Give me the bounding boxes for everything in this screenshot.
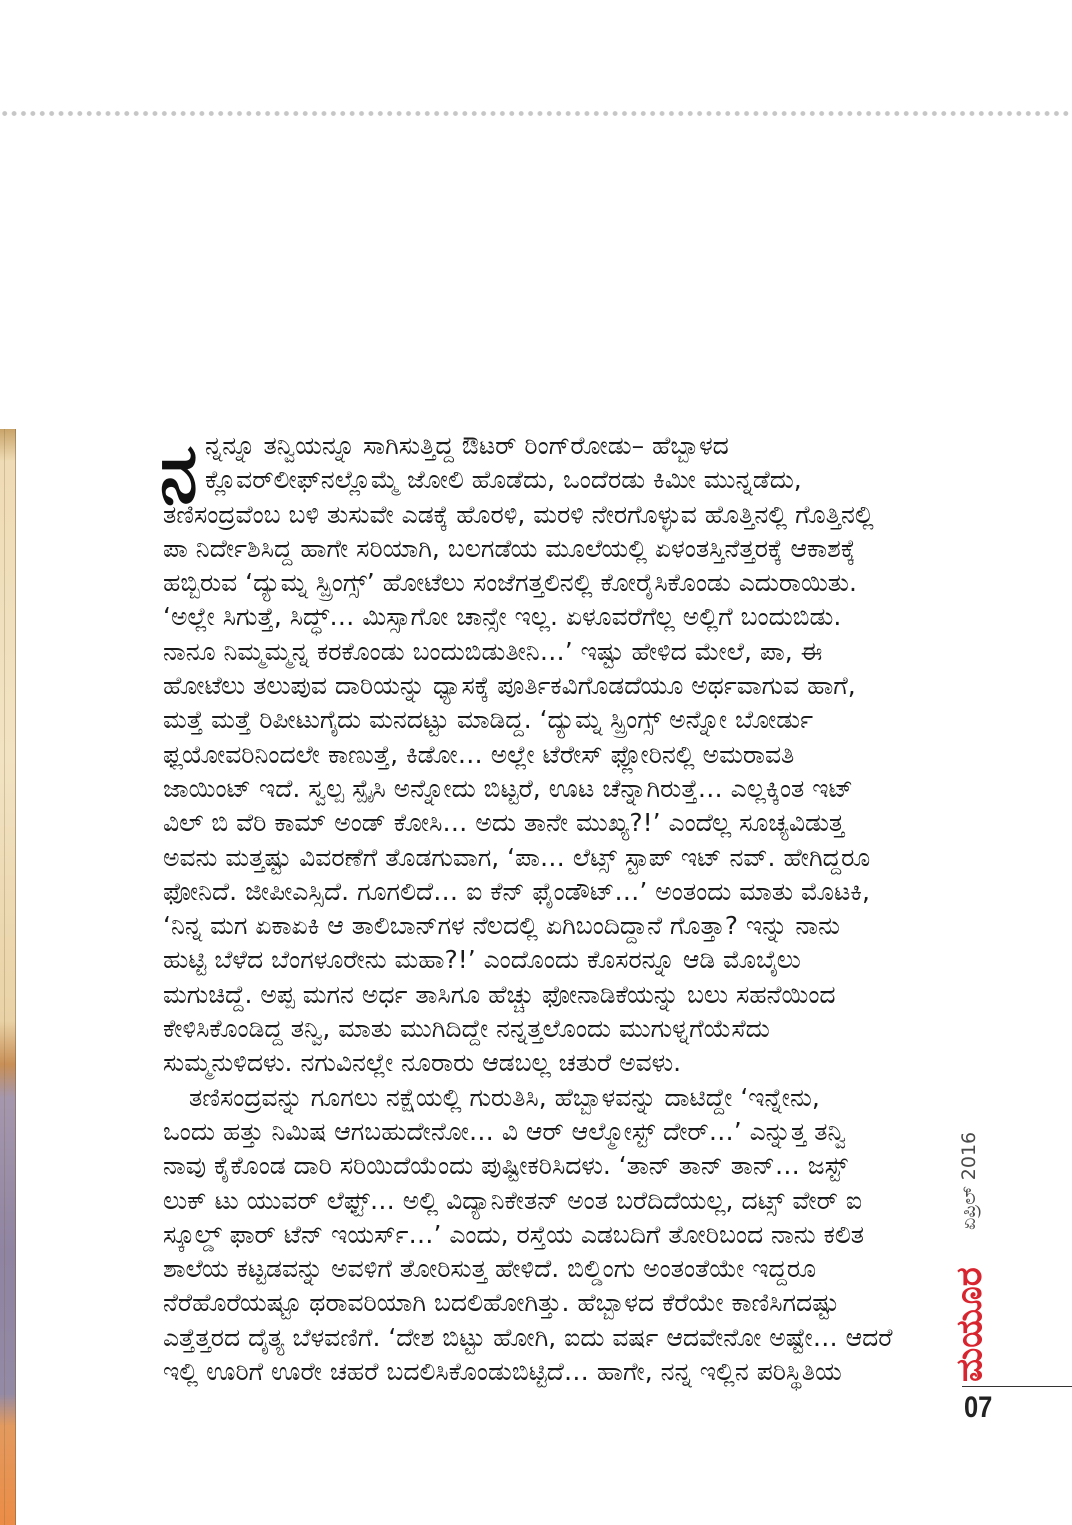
text-line: ಮಗುಚಿದ್ದೆ. ಅಪ್ಪ ಮಗನ ಅರ್ಧ ತಾಸಿಗೂ ಹೆಚ್ಚು ಫೋನಾಡಿಕೆಯನ್ನು ಬಲು ಸಹನೆಯಿಂದ <box>163 979 836 1009</box>
text-line: ಹುಟ್ಟಿ ಬೆಳೆದ ಬೆಂಗಳೂರೇನು ಮಹಾ?!’ ಎಂದೊಂದು ಕೊಸರನ್ನೂ ಆಡಿ ಮೊಬೈಲು <box>163 945 801 975</box>
text-line: ‘ನಿನ್ನ ಮಗ ಏಕಾಏಕಿ ಆ ತಾಲಿಬಾನ್‌ಗಳ ನೆಲದಲ್ಲಿ ಏಗಿಬಂದಿದ್ದಾನೆ ಗೊತ್ತಾ? ಇನ್ನು ನಾನು <box>163 911 840 941</box>
text-line: ಸುಮ್ಮನುಳಿದಳು. ನಗುವಿನಲ್ಲೇ ನೂರಾರು ಆಡಬಲ್ಲ ಚತುರೆ ಅವಳು. <box>163 1048 682 1078</box>
issue-date: ಏಪ್ರಿಲ್ 2016 <box>958 1131 980 1230</box>
text-line: ಲುಕ್ ಟು ಯುವರ್ ಲೆಫ್ಟ್… ಅಲ್ಲಿ ವಿದ್ಯಾನಿಕೇತನ್ ಅಂತ ಬರೆದಿದೆಯಲ್ಲ, ದಟ್ಸ್ ವೇರ್ ಐ <box>163 1185 863 1215</box>
text-line: ಶಾಲೆಯ ಕಟ್ಟಡವನ್ನು ಅವಳಿಗೆ ತೋರಿಸುತ್ತ ಹೇಳಿದೆ. ಬಿಲ್ಡಿಂಗು ಅಂತಂತೆಯೇ ಇದ್ದರೂ <box>163 1254 817 1284</box>
text-line: ತಣಿಸಂದ್ರವನ್ನು ಗೂಗಲು ನಕ್ಷೆಯಲ್ಲಿ ಗುರುತಿಸಿ, ಹೆಬ್ಬಾಳವನ್ನು ದಾಟಿದ್ದೇ ‘ಇನ್ನೇನು, <box>189 1082 820 1112</box>
text-line: ಅವನು ಮತ್ತಷ್ಟು ವಿವರಣೆಗೆ ತೊಡಗುವಾಗ, ‘ಪಾ… ಲೆಟ್ಸ್ ಸ್ಟಾಪ್ ಇಟ್ ನವ್. ಹೇಗಿದ್ದರೂ <box>163 842 871 872</box>
text-line: ನ್ನನ್ನೂ ತನ್ವಿಯನ್ನೂ ಸಾಗಿಸುತ್ತಿದ್ದ ಔಟರ್ ರಿಂಗ್‌ರೋಡು– ಹೆಬ್ಬಾಳದ <box>205 431 729 460</box>
magazine-name: ಮಯೂರ <box>949 1267 990 1382</box>
text-line: ಎತ್ತೆತ್ತರದ ದೈತ್ಯ ಬೆಳವಣಿಗೆ. ‘ದೇಶ ಬಿಟ್ಟು ಹೋಗಿ, ಐದು ವರ್ಷ ಆದವೇನೋ ಅಷ್ಟೇ… ಆದರೆ <box>163 1322 893 1352</box>
text-line: ಫ್ಲಯೋವರಿನಿಂದಲೇ ಕಾಣುತ್ತೆ, ಕಿಡೋ… ಅಲ್ಲೇ ಟೆರೇಸ್ ಫ್ಲೋರಿನಲ್ಲಿ ಅಮರಾವತಿ <box>163 739 795 769</box>
text-line: ತಣಿಸಂದ್ರವೆಂಬ ಬಳಿ ತುಸುವೇ ಎಡಕ್ಕೆ ಹೊರಳಿ, ಮರಳಿ ನೇರಗೊಳ್ಳುವ ಹೊತ್ತಿನಲ್ಲಿ ಗೊತ್ತಿನಲ್ಲಿ <box>163 499 874 529</box>
text-line: ಮತ್ತೆ ಮತ್ತೆ ರಿಪೀಟುಗೈದು ಮನದಟ್ಟು ಮಾಡಿದ್ದ. ‘ದ್ಯುಮ್ನ ಸ್ಪ್ರಿಂಗ್ಸ್ ಅನ್ನೋ ಬೋರ್ಡು <box>163 705 814 735</box>
text-line: ಒಂದು ಹತ್ತು ನಿಮಿಷ ಆಗಬಹುದೇನೋ… ವಿ ಆರ್ ಆಲ್ಮೋಸ್ಟ್ ದೇರ್…’ ಎನ್ನುತ್ತ ತನ್ವಿ <box>163 1116 846 1146</box>
text-line: ಪಾ ನಿರ್ದೇಶಿಸಿದ್ದ ಹಾಗೇ ಸರಿಯಾಗಿ, ಬಲಗಡೆಯ ಮೂಲೆಯಲ್ಲಿ ಏಳಂತಸ್ತಿನೆತ್ತರಕ್ಕೆ ಆಕಾಶಕ್ಕೆ <box>163 533 856 563</box>
drop-cap: ನ <box>160 424 198 522</box>
text-line: ಸ್ಕೂಲ್ಡ್ ಫಾರ್ ಟೆನ್ ಇಯರ್ಸ್…’ ಎಂದು, ರಸ್ತೆಯ ಎಡಬದಿಗೆ ತೋರಿಬಂದ ನಾನು ಕಲಿತ <box>163 1219 864 1249</box>
footer-rule <box>962 1386 1072 1387</box>
text-line: ನಾವು ಕೈಕೊಂಡ ದಾರಿ ಸರಿಯಿದೆಯೆಂದು ಪುಷ್ಟೀಕರಿಸಿದಳು. ‘ತಾನ್ ತಾನ್ ತಾನ್… ಜಸ್ಟ್ <box>163 1151 848 1181</box>
text-line: ವಿಲ್ ಬಿ ವೆರಿ ಕಾಮ್ ಅಂಡ್ ಕೋಸಿ… ಅದು ತಾನೇ ಮುಖ್ಯ?!’ ಎಂದೆಲ್ಲ ಸೂಚ್ಯವಿಡುತ್ತ <box>163 808 845 838</box>
text-line: ಇಲ್ಲಿ ಊರಿಗೆ ಊರೇ ಚಹರೆ ಬದಲಿಸಿಕೊಂಡುಬಿಟ್ಟಿದೆ… ಹಾಗೇ, ನನ್ನ ಇಲ್ಲಿನ ಪರಿಸ್ಥಿತಿಯ <box>163 1357 842 1387</box>
dotted-divider <box>0 110 1072 117</box>
text-line: ಕೇಳಿಸಿಕೊಂಡಿದ್ದ ತನ್ವಿ, ಮಾತು ಮುಗಿದಿದ್ದೇ ನನ್ನತ್ತಲೊಂದು ಮುಗುಳ್ನಗೆಯೆಸೆದು <box>163 1014 770 1044</box>
text-line: ಜಾಯಿಂಟ್ ಇದೆ. ಸ್ವಲ್ಪ ಸ್ಪೈಸಿ ಅನ್ನೋದು ಬಿಟ್ಟರೆ, ಊಟ ಚೆನ್ನಾಗಿರುತ್ತೆ… ಎಲ್ಲಕ್ಕಿಂತ ಇಟ್ <box>163 773 853 803</box>
text-line: ಹಬ್ಬಿರುವ ‘ದ್ಯುಮ್ನ ಸ್ಪ್ರಿಂಗ್ಸ್’ ಹೋಟೆಲು ಸಂಜೆಗತ್ತಲಿನಲ್ಲಿ ಕೋರೈಸಿಕೊಂಡು ಎದುರಾಯಿತು. <box>163 568 857 598</box>
text-line: ಕ್ಲೊವರ್‌ಲೀಫ್‌ನಲ್ಲೊಮ್ಮೆ ಜೋಲಿ ಹೊಡೆದು, ಒಂದೆರಡು ಕಿಮೀ ಮುನ್ನಡೆದು, <box>205 465 802 495</box>
text-line: ಹೋಟೆಲು ತಲುಪುವ ದಾರಿಯನ್ನು ಧ್ಯಾಸಕ್ಕೆ ಪೂರ್ತಿಕವಿಗೊಡದೆಯೂ ಅರ್ಥವಾಗುವ ಹಾಗೆ, <box>163 671 856 701</box>
illustration-edge <box>0 429 16 1525</box>
text-line: ನೆರೆಹೊರೆಯಷ್ಟೂ ಥರಾವರಿಯಾಗಿ ಬದಲಿಹೋಗಿತ್ತು. ಹೆಬ್ಬಾಳದ ಕೆರೆಯೇ ಕಾಣಿಸಿಗದಷ್ಟು <box>163 1288 839 1318</box>
page-number: 07 <box>964 1391 993 1424</box>
article-body <box>160 424 910 1389</box>
text-line: ಫೋನಿದೆ. ಜೀಪೀಎಸ್ಸಿದೆ. ಗೂಗಲಿದೆ… ಐ ಕೆನ್ ಫೈಂಡೌಟ್…’ ಅಂತಂದು ಮಾತು ಮೊಟಕಿ, <box>163 876 870 906</box>
text-line: ‘ಅಲ್ಲೇ ಸಿಗುತ್ತೆ, ಸಿದ್ಧ್… ಮಿಸ್ಸಾಗೋ ಚಾನ್ಸೇ ಇಲ್ಲ. ಏಳೂವರೆಗೆಲ್ಲ ಅಲ್ಲಿಗೆ ಬಂದುಬಿಡು. <box>163 602 842 632</box>
text-line: ನಾನೂ ನಿಮ್ಮಮ್ಮನ್ನ ಕರಕೊಂಡು ಬಂದುಬಿಡುತೀನಿ…’ ಇಷ್ಟು ಹೇಳಿದ ಮೇಲೆ, ಪಾ, ಈ <box>163 636 823 666</box>
